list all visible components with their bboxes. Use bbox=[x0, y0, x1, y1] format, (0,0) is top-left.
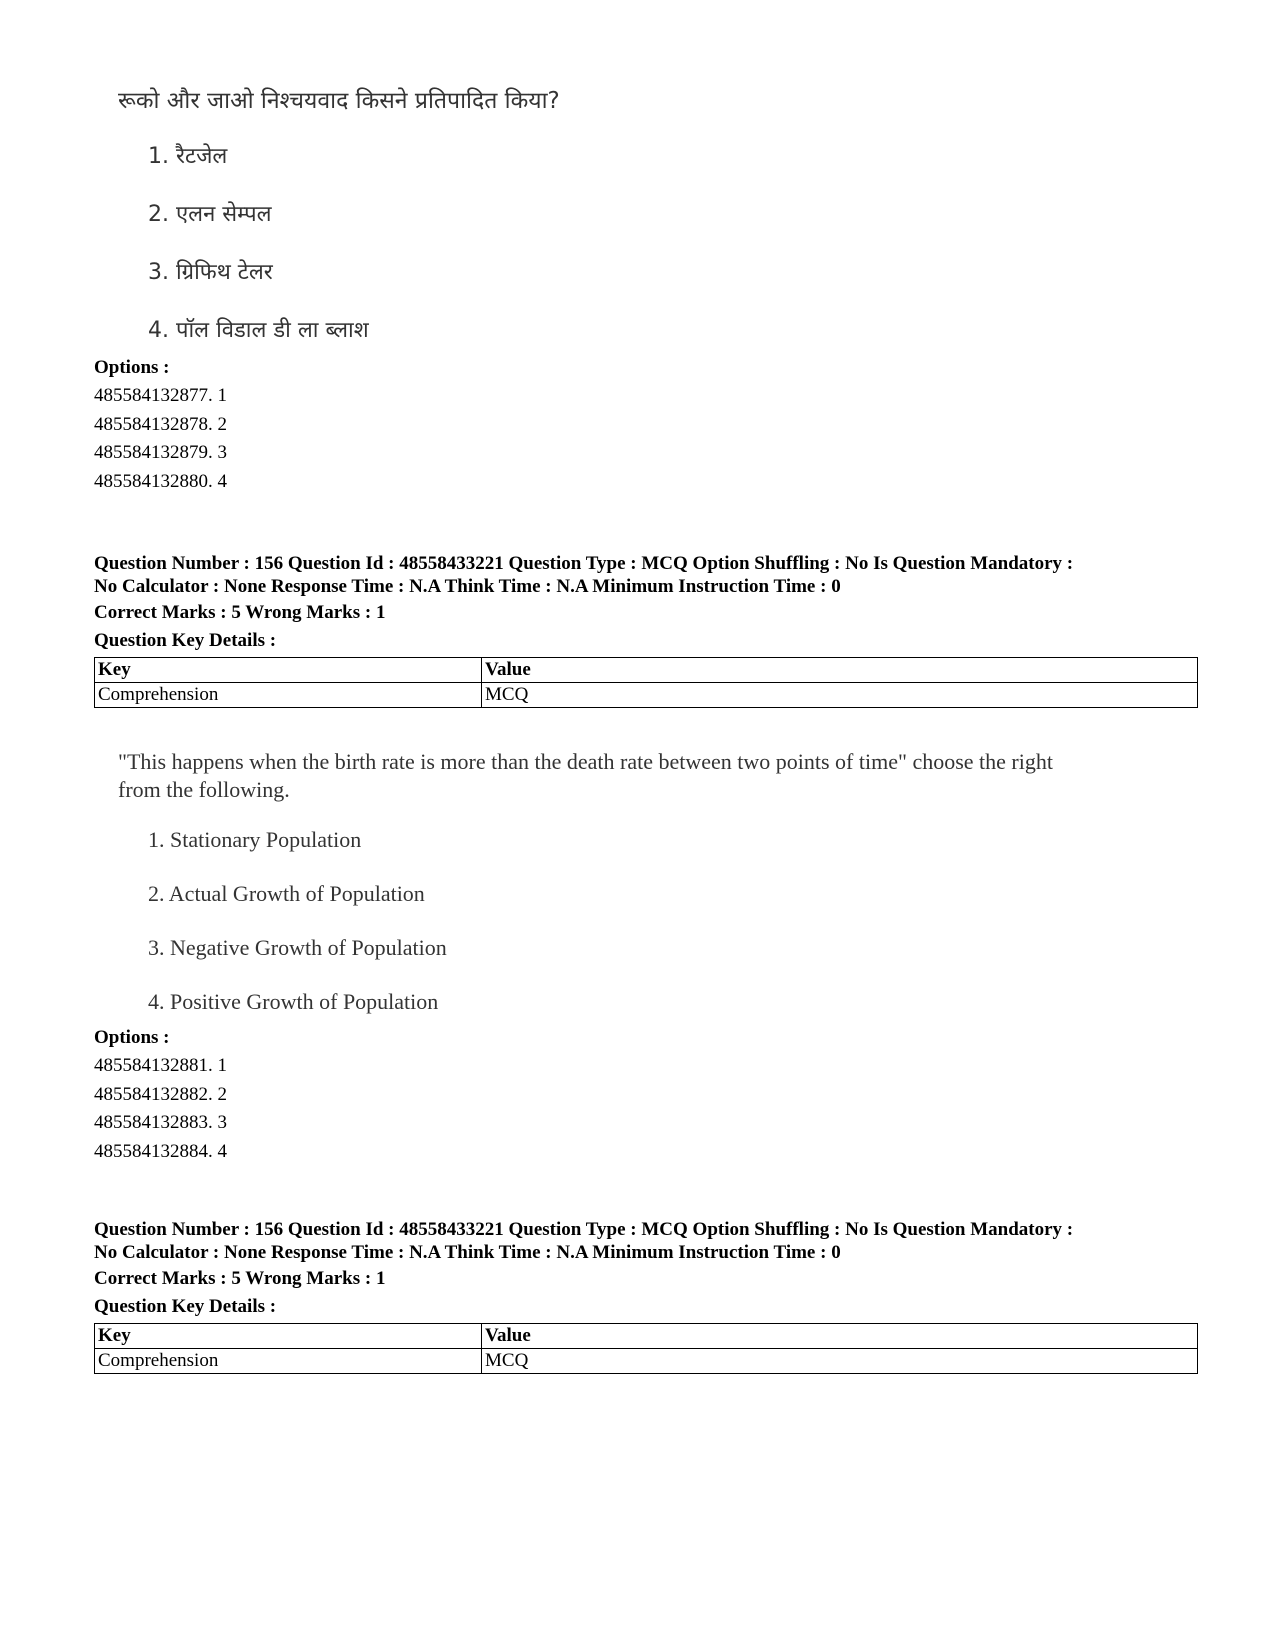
option-item-4: 485584132884. 4 bbox=[94, 1140, 227, 1162]
question-choice-1: 1. Stationary Population bbox=[148, 827, 362, 852]
question-image-hindi bbox=[118, 86, 1018, 374]
question-meta-line-2: No Calculator : None Response Time : N.A Think Time : N.A Minimum Instruction Time : 0 bbox=[94, 1242, 841, 1263]
options-block bbox=[94, 1024, 1194, 1166]
question-meta-block bbox=[94, 1218, 1194, 1374]
question-image-english bbox=[118, 748, 1138, 1042]
question-choice-2: 2. Actual Growth of Population bbox=[148, 881, 425, 906]
key-value-table bbox=[94, 657, 1198, 708]
key-value-table bbox=[94, 1323, 1198, 1374]
question-meta-line-2: No Calculator : None Response Time : N.A Think Time : N.A Minimum Instruction Time : 0 bbox=[94, 576, 841, 597]
table-row bbox=[95, 1349, 1198, 1374]
table-row bbox=[95, 683, 1198, 708]
table-cell-key: Comprehension bbox=[95, 683, 482, 708]
option-item-2: 485584132882. 2 bbox=[94, 1083, 227, 1105]
question-prompt-line-1: "This happens when the birth rate is more than the death rate between two points of time" choose the right bbox=[118, 749, 1053, 774]
options-heading: Options : bbox=[94, 357, 170, 378]
question-prompt bbox=[118, 748, 1138, 804]
question-choice-2: 2. एलन सेम्पल bbox=[148, 202, 272, 227]
table-header-value: Value bbox=[482, 658, 1198, 683]
table-cell-value: MCQ bbox=[482, 1349, 1198, 1374]
table-header-key: Key bbox=[95, 658, 482, 683]
option-item-1: 485584132877. 1 bbox=[94, 385, 227, 406]
option-item-1: 485584132881. 1 bbox=[94, 1055, 227, 1076]
option-item-3: 485584132879. 3 bbox=[94, 442, 227, 463]
question-prompt: रूको और जाओ निश्चयवाद किसने प्रतिपादित किया? bbox=[118, 88, 560, 114]
question-choice-1: 1. रैटजेल bbox=[148, 144, 228, 169]
question-choice-3: 3. ग्रिफिथ टेलर bbox=[148, 260, 273, 285]
table-cell-key: Comprehension bbox=[95, 1349, 482, 1374]
table-header-value: Value bbox=[482, 1324, 1198, 1349]
marks-line: Correct Marks : 5 Wrong Marks : 1 bbox=[94, 602, 386, 623]
options-heading: Options : bbox=[94, 1027, 170, 1048]
question-choice-4: 4. Positive Growth of Population bbox=[148, 989, 439, 1014]
table-header-key: Key bbox=[95, 1324, 482, 1349]
key-details-heading: Question Key Details : bbox=[94, 630, 277, 651]
marks-line: Correct Marks : 5 Wrong Marks : 1 bbox=[94, 1268, 386, 1289]
option-item-3: 485584132883. 3 bbox=[94, 1112, 227, 1133]
options-block bbox=[94, 354, 1194, 496]
key-details-heading: Question Key Details : bbox=[94, 1296, 277, 1317]
option-item-2: 485584132878. 2 bbox=[94, 413, 227, 435]
question-choice-3: 3. Negative Growth of Population bbox=[148, 935, 447, 960]
table-header-row bbox=[95, 1324, 1198, 1349]
table-cell-value: MCQ bbox=[482, 683, 1198, 708]
question-meta-block bbox=[94, 552, 1194, 708]
question-prompt-line-2: from the following. bbox=[118, 777, 290, 802]
option-item-4: 485584132880. 4 bbox=[94, 470, 227, 492]
question-meta-line-1: Question Number : 156 Question Id : 48558433221 Question Type : MCQ Option Shuffling : No Is Question Mandatory : bbox=[94, 1219, 1074, 1240]
question-meta-line-1: Question Number : 156 Question Id : 48558433221 Question Type : MCQ Option Shuffling : No Is Question Mandatory : bbox=[94, 553, 1074, 574]
question-choice-4: 4. पॉल विडाल डी ला ब्लाश bbox=[148, 318, 369, 343]
table-header-row bbox=[95, 658, 1198, 683]
